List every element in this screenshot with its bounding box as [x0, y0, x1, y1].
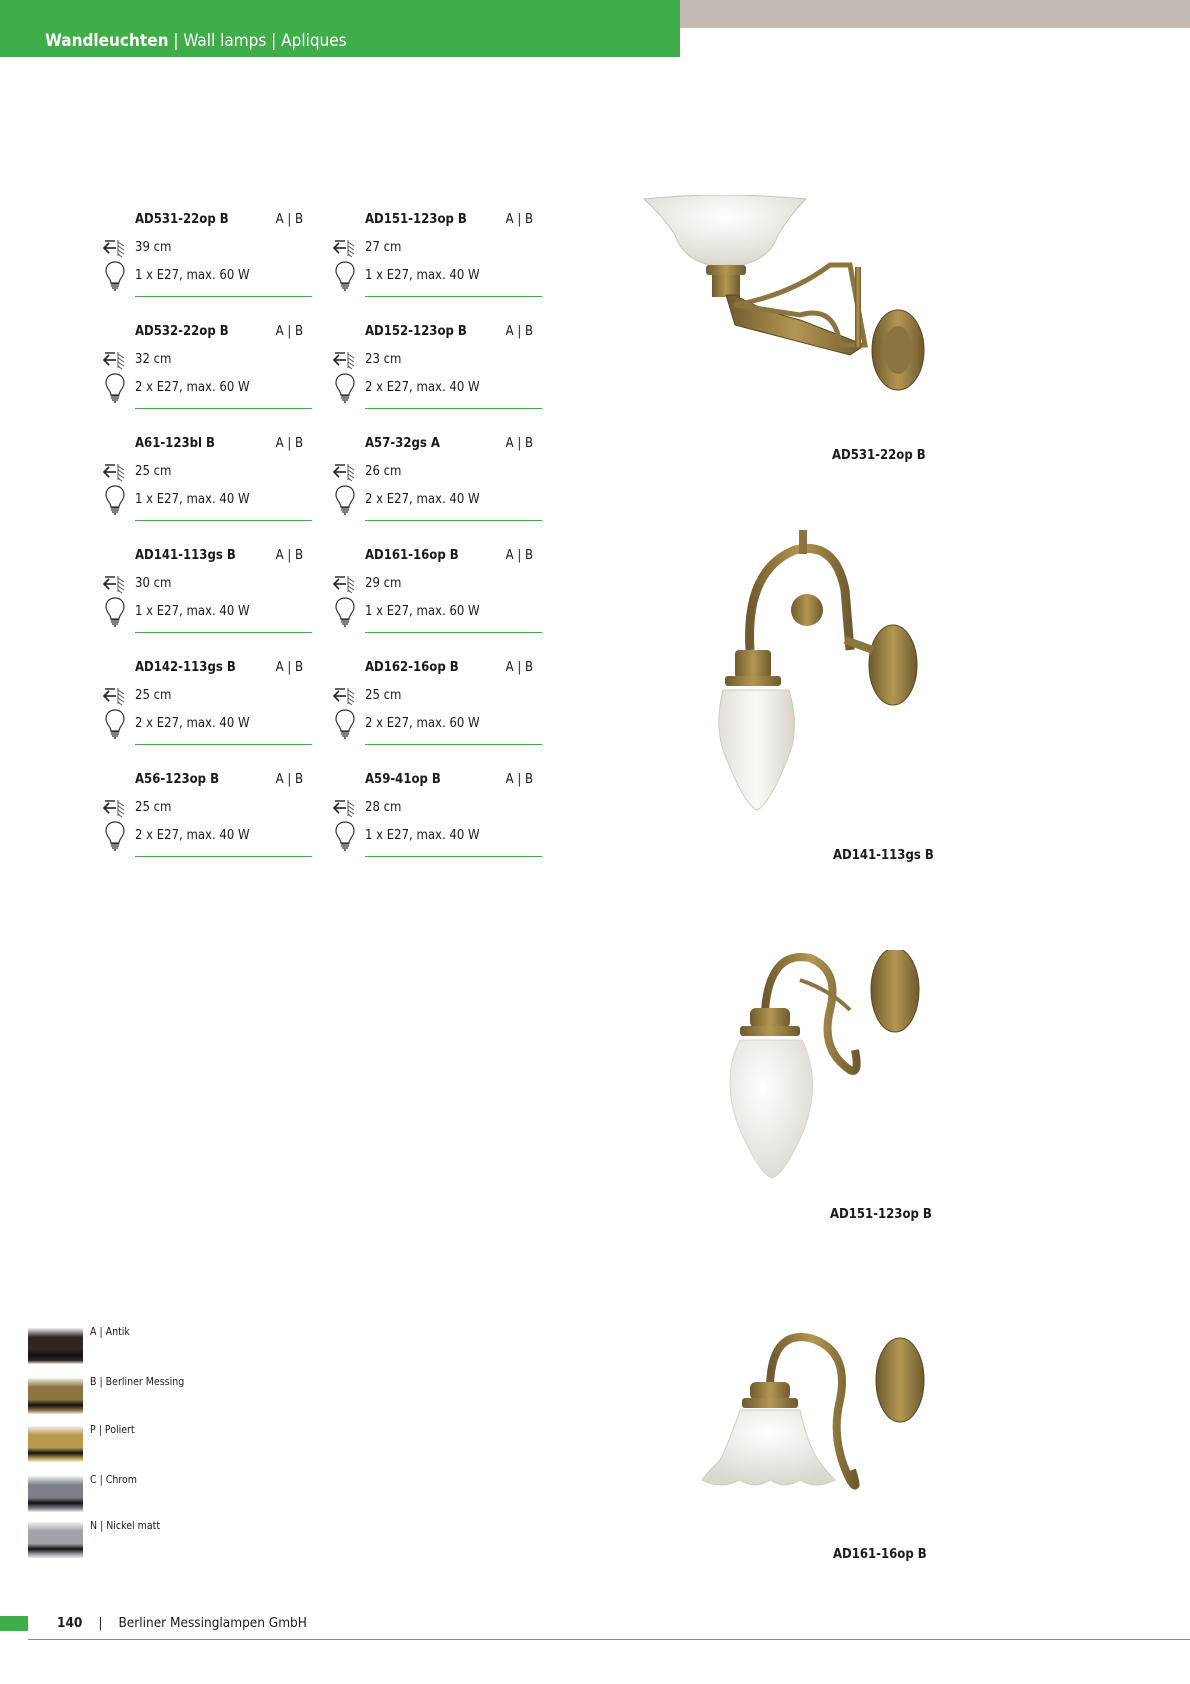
finish-variants: A | B [275, 772, 303, 787]
bulb-icon [105, 708, 125, 740]
finish-swatch [28, 1328, 83, 1364]
divider [365, 408, 542, 409]
divider [365, 520, 542, 521]
projection-value: 32 cm [135, 352, 172, 367]
product-spec [333, 660, 533, 764]
page-number: 140 [57, 1615, 83, 1631]
divider [365, 744, 542, 745]
bulb-spec: 1 x E27, max. 40 W [365, 828, 480, 843]
finish-swatch [28, 1522, 83, 1558]
divider [135, 408, 312, 409]
bulb-spec: 1 x E27, max. 40 W [365, 268, 480, 283]
finish-label: N | Nickel matt [90, 1520, 161, 1532]
finish-swatch [28, 1378, 83, 1414]
bulb-spec: 1 x E27, max. 40 W [135, 604, 250, 619]
projection-value: 28 cm [365, 800, 402, 815]
product-spec [333, 324, 533, 428]
finish-variants: A | B [275, 548, 303, 563]
product-code: AD142-113gs B [135, 660, 236, 675]
bulb-spec: 2 x E27, max. 60 W [135, 380, 250, 395]
finish-variants: A | B [505, 436, 533, 451]
projection-value: 29 cm [365, 576, 402, 591]
finish-swatch [28, 1426, 83, 1462]
header-accent-bar [680, 0, 1190, 28]
bulb-icon [335, 596, 355, 628]
finish-variants: A | B [505, 548, 533, 563]
bulb-spec: 2 x E27, max. 60 W [365, 716, 480, 731]
footer-separator: | [98, 1615, 103, 1631]
footer-marker [0, 1616, 28, 1631]
projection-icon [333, 462, 357, 482]
bulb-spec: 1 x E27, max. 60 W [135, 268, 250, 283]
projection-value: 27 cm [365, 240, 402, 255]
product-code: AD151-123op B [365, 212, 467, 227]
photo-caption: AD161-16op B [833, 1547, 927, 1562]
projection-icon [333, 798, 357, 818]
photo-ad531-22op-b [640, 195, 940, 425]
projection-value: 26 cm [365, 464, 402, 479]
product-code: AD152-123op B [365, 324, 467, 339]
product-spec [103, 436, 303, 540]
bulb-spec: 2 x E27, max. 40 W [365, 492, 480, 507]
bulb-spec: 1 x E27, max. 60 W [365, 604, 480, 619]
product-spec [103, 548, 303, 652]
projection-value: 25 cm [135, 800, 172, 815]
finish-variants: A | B [505, 212, 533, 227]
projection-value: 25 cm [135, 688, 172, 703]
product-code: AD161-16op B [365, 548, 459, 563]
bulb-icon [105, 372, 125, 404]
finish-label: P | Poliert [90, 1424, 135, 1436]
projection-value: 25 cm [135, 464, 172, 479]
projection-icon [333, 350, 357, 370]
bulb-icon [105, 484, 125, 516]
finish-variants: A | B [505, 660, 533, 675]
projection-icon [103, 574, 127, 594]
section-title-german: Wandleuchten [45, 31, 169, 51]
product-code: A56-123op B [135, 772, 219, 787]
bulb-icon [105, 820, 125, 852]
divider [365, 296, 542, 297]
projection-value: 25 cm [365, 688, 402, 703]
finish-variants: A | B [275, 212, 303, 227]
finish-label: C | Chrom [90, 1474, 137, 1486]
finish-label: A | Antik [90, 1326, 130, 1338]
finish-variants: A | B [505, 772, 533, 787]
projection-icon [333, 238, 357, 258]
product-spec [333, 772, 533, 876]
product-code: A57-32gs A [365, 436, 440, 451]
footer-rule [28, 1639, 1190, 1640]
bulb-spec: 2 x E27, max. 40 W [365, 380, 480, 395]
product-spec [333, 436, 533, 540]
product-spec [103, 212, 303, 316]
bulb-icon [335, 484, 355, 516]
divider [135, 744, 312, 745]
section-title [45, 31, 347, 51]
bulb-icon [105, 260, 125, 292]
product-code: AD162-16op B [365, 660, 459, 675]
projection-icon [103, 798, 127, 818]
bulb-icon [105, 596, 125, 628]
projection-icon [103, 686, 127, 706]
projection-icon [103, 238, 127, 258]
product-spec [333, 212, 533, 316]
product-code: AD532-22op B [135, 324, 229, 339]
divider [135, 856, 312, 857]
finish-label: B | Berliner Messing [90, 1376, 185, 1388]
product-code: AD141-113gs B [135, 548, 236, 563]
bulb-spec: 1 x E27, max. 40 W [135, 492, 250, 507]
product-spec [103, 324, 303, 428]
product-spec [333, 548, 533, 652]
bulb-icon [335, 260, 355, 292]
divider [135, 632, 312, 633]
product-code: A61-123bl B [135, 436, 215, 451]
projection-icon [333, 574, 357, 594]
section-title-translations: | Wall lamps | Apliques [168, 31, 347, 51]
photo-caption: AD141-113gs B [833, 848, 934, 863]
projection-value: 39 cm [135, 240, 172, 255]
finish-variants: A | B [275, 324, 303, 339]
product-code: A59-41op B [365, 772, 441, 787]
company-name: Berliner Messinglampen GmbH [118, 1615, 307, 1631]
divider [135, 520, 312, 521]
divider [365, 632, 542, 633]
footer [57, 1615, 307, 1631]
finish-variants: A | B [505, 324, 533, 339]
bulb-icon [335, 372, 355, 404]
projection-icon [103, 462, 127, 482]
photo-caption: AD531-22op B [832, 448, 926, 463]
finish-variants: A | B [275, 436, 303, 451]
product-code: AD531-22op B [135, 212, 229, 227]
projection-value: 30 cm [135, 576, 172, 591]
bulb-spec: 2 x E27, max. 40 W [135, 716, 250, 731]
photo-caption: AD151-123op B [830, 1207, 932, 1222]
finish-variants: A | B [275, 660, 303, 675]
divider [135, 296, 312, 297]
projection-icon [333, 686, 357, 706]
divider [365, 856, 542, 857]
product-spec [103, 660, 303, 764]
product-spec [103, 772, 303, 876]
photo-ad161-16op-b [700, 1330, 935, 1515]
finish-swatch [28, 1476, 83, 1512]
bulb-icon [335, 708, 355, 740]
projection-value: 23 cm [365, 352, 402, 367]
projection-icon [103, 350, 127, 370]
photo-ad141-113gs-b [695, 530, 930, 815]
bulb-icon [335, 820, 355, 852]
bulb-spec: 2 x E27, max. 40 W [135, 828, 250, 843]
photo-ad151-123op-b [710, 950, 935, 1185]
